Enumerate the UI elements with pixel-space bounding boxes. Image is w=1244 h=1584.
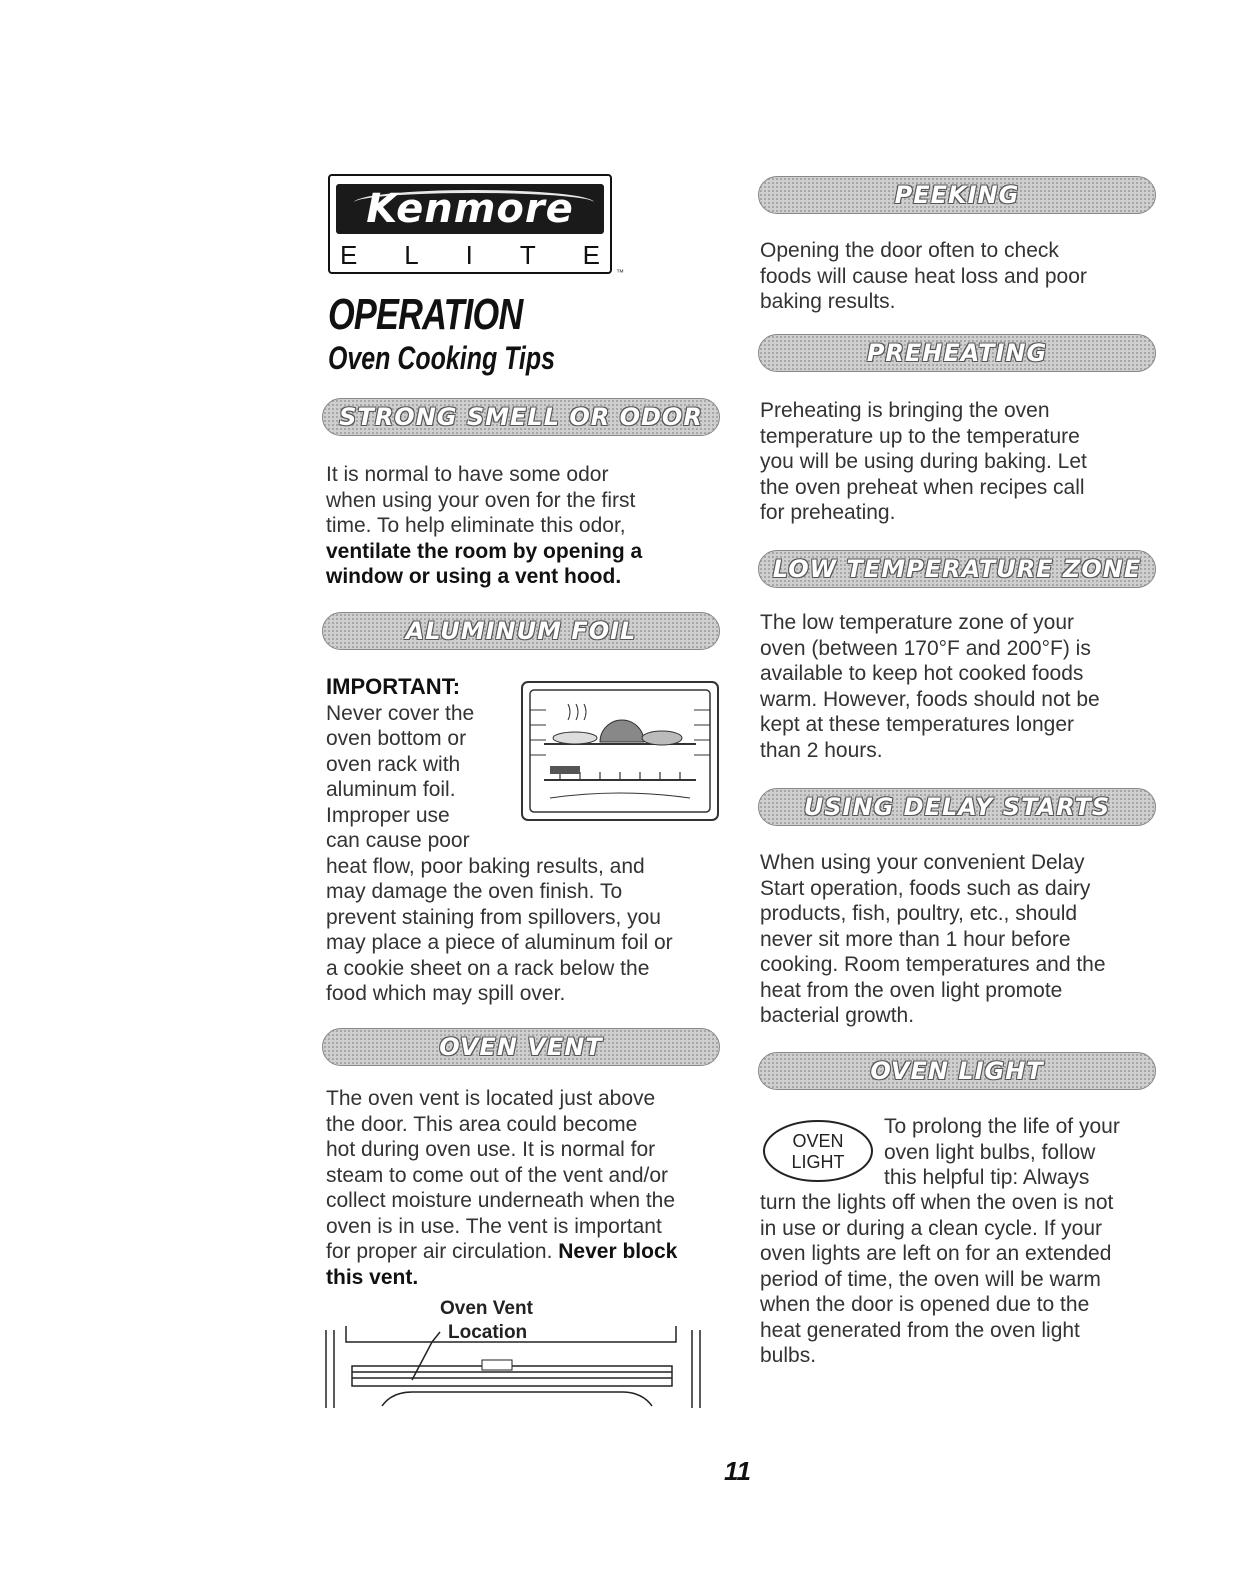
text-line: baking results. [760, 290, 896, 313]
text-line: oven is in use. The vent is important [326, 1214, 662, 1238]
text-line: this helpful tip: Always [884, 1166, 1090, 1189]
text-line: food which may spill over. [326, 982, 566, 1005]
text-line: Preheating is bringing the oven [760, 399, 1050, 422]
elite-letter: L [404, 240, 419, 270]
text-line: period of time, the oven will be warm [760, 1267, 1101, 1291]
text-line: bulbs. [760, 1344, 817, 1367]
heading-oven-light: OVEN LIGHT [758, 1052, 1156, 1090]
text-line: may place a piece of aluminum foil or [326, 931, 673, 954]
icon-label-oven: OVEN [792, 1131, 844, 1151]
text-line-bold: ventilate the room by opening a [326, 539, 643, 563]
page-subtitle: Oven Cooking Tips [328, 340, 555, 376]
oven-light-text-narrow [884, 1114, 1120, 1191]
text-line: cooking. Room temperatures and the [760, 953, 1106, 976]
text-line: than 2 hours. [760, 738, 883, 762]
elite-letter: E [340, 240, 358, 270]
oven-light-text [760, 1190, 1113, 1369]
text-line: oven rack with [326, 752, 461, 776]
text-line: Opening the door often to check [760, 239, 1059, 262]
oven-vent-illustration [322, 1320, 702, 1410]
heading-oven-vent: OVEN VENT [322, 1028, 720, 1066]
text-line: oven light bulbs, follow [884, 1140, 1096, 1164]
text-line: The oven vent is located just above [326, 1087, 656, 1110]
text-line: Never cover the [326, 701, 475, 725]
text-line: When using your convenient Delay [760, 851, 1085, 874]
text-line: the door. This area could become [326, 1112, 638, 1136]
text-line: foods will cause heat loss and poor [760, 264, 1087, 288]
text-line: bacterial growth. [760, 1004, 915, 1027]
text-line: time. To help eliminate this odor, [326, 514, 626, 537]
text-line: The low temperature zone of your [760, 611, 1074, 634]
oven-rack-illustration [520, 680, 720, 822]
heading-strong-smell: STRONG SMELL OR ODOR [322, 398, 720, 436]
low-temp-text [760, 610, 1100, 763]
text-line: the oven preheat when recipes call [760, 475, 1085, 499]
text-line: Start operation, foods such as dairy [760, 876, 1091, 900]
text-line: when the door is opened due to the [760, 1293, 1090, 1316]
vent-figure-label-1: Oven Vent [440, 1298, 533, 1319]
text-line-bold: this vent. [326, 1265, 419, 1289]
text-line: may damage the oven finish. To [326, 880, 623, 903]
text-line: warm. However, foods should not be [760, 687, 1100, 711]
elite-letter: T [519, 240, 536, 270]
text-line-bold: window or using a vent hood. [326, 565, 622, 588]
text-line: It is normal to have some odor [326, 463, 609, 486]
text-line: oven lights are left on for an extended [760, 1242, 1112, 1265]
text-line: kept at these temperatures longer [760, 713, 1075, 736]
text-line: a cookie sheet on a rack below the [326, 956, 650, 980]
text-line: oven (between 170°F and 200°F) is [760, 636, 1091, 660]
oven-vent-text [326, 1086, 677, 1290]
logo-bar [336, 184, 604, 234]
delay-starts-text [760, 850, 1106, 1029]
heading-aluminum-foil: ALUMINUM FOIL [322, 612, 720, 650]
text-line: collect moisture underneath when the [326, 1189, 676, 1212]
text-line-mixed: for proper air circulation. Never block [326, 1240, 678, 1263]
text-line: heat from the oven light promote [760, 978, 1063, 1002]
important-label: IMPORTANT: [326, 674, 461, 699]
oven-light-button-icon [760, 1118, 880, 1184]
peeking-text [760, 238, 1087, 315]
vent-figure-label-2: Location [448, 1322, 528, 1343]
text-line: can cause poor [326, 829, 470, 852]
logo-elite [340, 240, 600, 271]
text-line: heat flow, poor baking results, and [326, 854, 645, 878]
heading-low-temperature-zone: LOW TEMPERATURE ZONE [758, 550, 1156, 588]
text-line: turn the lights off when the oven is not [760, 1191, 1114, 1214]
text-line: oven bottom or [326, 727, 467, 750]
text-line: never sit more than 1 hour before [760, 927, 1071, 951]
text-line: Improper use [326, 803, 450, 827]
text-line: hot during oven use. It is normal for [326, 1138, 656, 1161]
heading-using-delay-starts: USING DELAY STARTS [758, 788, 1156, 826]
page-number: 11 [724, 1456, 751, 1486]
logo-brand: Kenmore [366, 186, 574, 232]
preheating-text [760, 398, 1087, 526]
text-line: prevent staining from spillovers, you [326, 905, 661, 929]
kenmore-elite-logo [328, 174, 612, 274]
text-line: when using your oven for the first [326, 488, 636, 512]
trademark: ™ [616, 268, 624, 277]
heading-peeking: PEEKING [758, 176, 1156, 214]
text-line: To prolong the life of your [884, 1115, 1120, 1138]
text-line: products, fish, poultry, etc., should [760, 902, 1078, 925]
icon-label-light: LIGHT [791, 1152, 845, 1172]
text-line: available to keep hot cooked foods [760, 662, 1084, 685]
text-line: for preheating. [760, 501, 896, 524]
elite-letter: E [582, 240, 600, 270]
text-line: heat generated from the oven light [760, 1318, 1080, 1342]
text-line: aluminum foil. [326, 778, 456, 801]
heading-preheating: PREHEATING [758, 334, 1156, 372]
text-line: steam to come out of the vent and/or [326, 1163, 669, 1187]
text-line: you will be using during baking. Let [760, 450, 1087, 473]
text-line: in use or during a clean cycle. If your [760, 1216, 1103, 1240]
text-line: temperature up to the temperature [760, 424, 1080, 448]
elite-letter: I [465, 240, 473, 270]
page-title: OPERATION [328, 290, 523, 339]
strong-smell-text [326, 462, 642, 590]
